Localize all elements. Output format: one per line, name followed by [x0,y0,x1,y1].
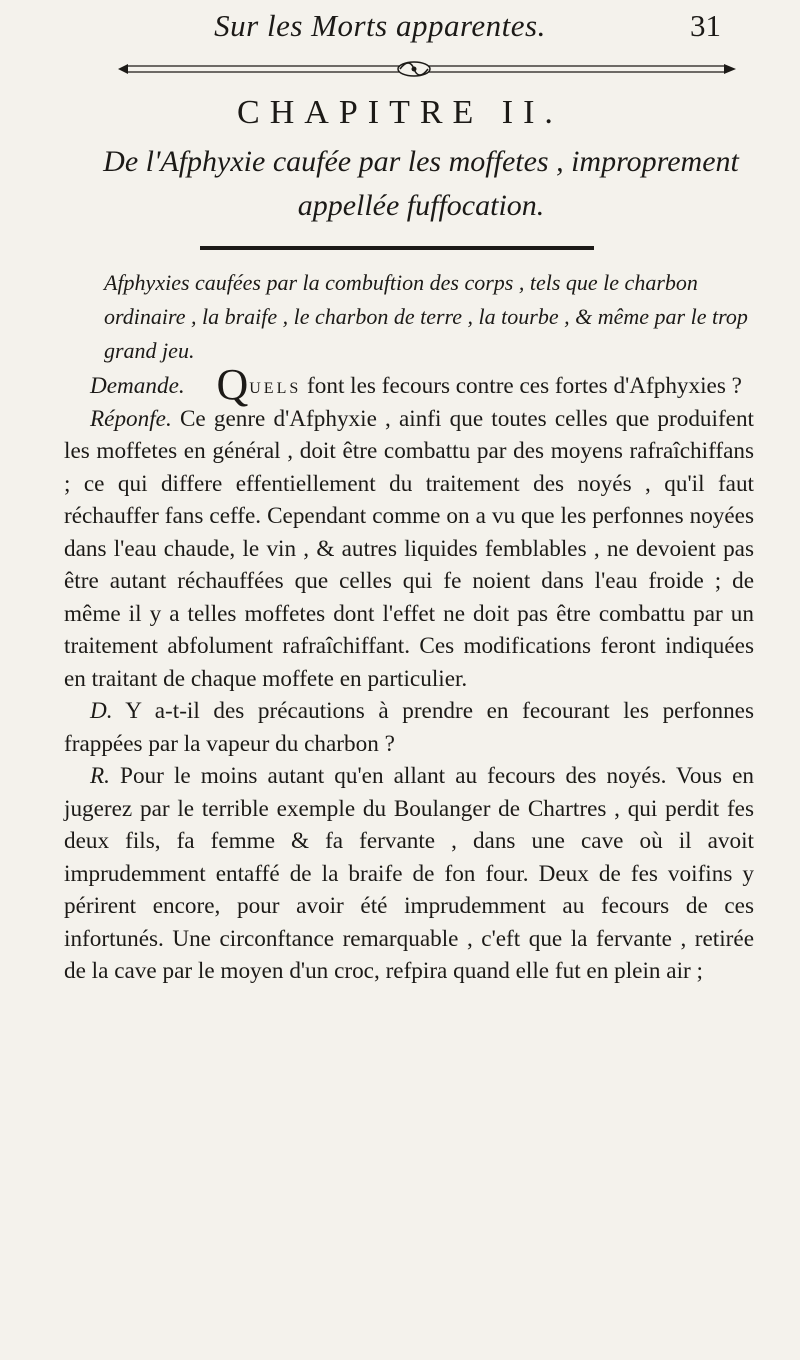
running-head: Sur les Morts apparentes. [214,8,546,43]
question-label: D. [90,698,113,724]
small-caps-word: uels [249,373,302,399]
drop-cap: Q [216,360,249,409]
divider-rule [200,246,594,250]
question-text: font les fecours contre ces fortes d'Afphyxies ? [301,373,742,399]
answer-text: Ce genre d'Afphyxie , ainfi que toutes celles que produifent les moffetes en général , doit être combattu par des moyens rafraîchiffans ; ce qui differe effentiellement du traitement des noyés , qu'il faut réchauffer fans ceffe. Cependant comme on a vu que les perfonnes noyées dans l'eau chaude, le vin , & autres liquides femblables , ne devoient pas être autant réchauffées que celles qui fe noient dans l'eau froide ; de même il y a telles moffetes dont l'effet ne doit pas être combattu par un traitement abfolument rafraîchiffant. Ces modifications feront indiquées en traitant de chaque moffete en particulier. [64,405,754,692]
fleuron-icon [398,62,430,76]
paragraph-answer-2 [64,760,754,988]
body-text [64,360,754,988]
arrow-right-icon [724,64,736,74]
paragraph-question-2 [64,695,754,760]
answer-label: R. [90,763,110,789]
paragraph-answer-1 [64,403,754,696]
answer-label: Réponfe. [90,405,172,432]
answer-text: Pour le moins autant qu'en allant au fecours des noyés. Vous en jugerez par le terrible exemple du Boulanger de Chartres , qui perdit fes deux fils, fa femme & fa fervante , dans une cave où il avoit imprudemment entaffé de la braife de fon four. Deux de fes voifins y périrent encore, pour avoir été imprudemment au fecours de ces infortunés. Une circonftance remarquable , c'eft que la fervante , retirée de la cave par le moyen d'un croc, refpira quand elle fut en plein air ; [64,763,754,984]
chapter-summary: Afphyxies caufées par la combuftion des corps , tels que le charbon ordinaire , la braife , le charbon de terre , la tourbe , & même par le trop grand jeu. [104,270,748,363]
question-text: Y a-t-il des précautions à prendre en fecourant les perfonnes frappées par la vapeur du charbon ? [64,698,754,757]
arrow-left-icon [118,64,128,74]
chapter-heading: CHAPITRE II. [237,94,563,131]
ornamental-rule [118,54,736,80]
question-label: Demande. [90,373,185,399]
paragraph-question-1 [64,360,754,409]
page-number: 31 [690,8,721,43]
chapter-title: De l'Afphyxie caufée par les moffetes , improprement appellée fuffocation. [103,145,739,222]
